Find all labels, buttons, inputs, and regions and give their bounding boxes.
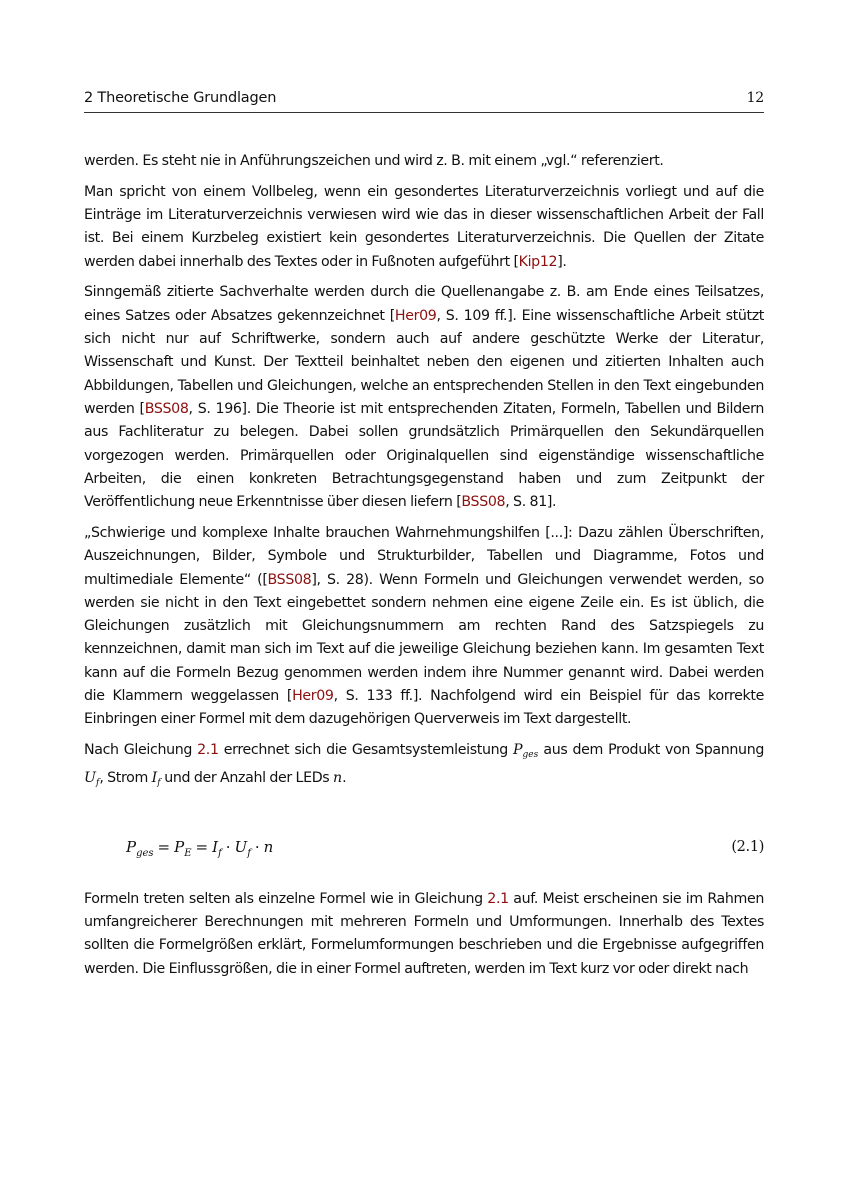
math-symbol — [84, 770, 100, 789]
math-var: U — [234, 837, 248, 856]
paragraph-text: , S. 196]. Die Theorie ist mit entsprechenden Zitaten, Formeln, Tabellen und Bildern aus Fachliteratur zu belegen. Dabei sollen grundsätzlich Primärquellen den Sekundärquellen vorgezogen werden. Primärquellen oder Originalquellen sind eigenständige wissenschaftliche Arbeiten, die einen konkreten Betrachtungsgegenstand haben und zum Zeitpunkt der Veröffentlichung neue Erkenntnisse über diesen liefern [ — [84, 400, 764, 511]
paragraph-text: aus dem Produkt von Spannung — [538, 742, 764, 759]
equation-number: (2.1) — [731, 838, 764, 855]
page-number: 12 — [746, 90, 764, 106]
math-symbol — [513, 742, 539, 761]
citation-link[interactable]: BSS08 — [267, 571, 312, 588]
citation-link[interactable]: Kip12 — [518, 253, 558, 270]
multiply-dot: · — [254, 837, 260, 856]
body-text — [84, 150, 764, 988]
paragraph-4 — [84, 522, 764, 732]
math-var: n — [263, 837, 274, 856]
paragraph-text: ]. — [557, 253, 567, 270]
equation-reference-link[interactable]: 2.1 — [197, 742, 219, 759]
equation-formula — [126, 836, 273, 865]
equals-sign: = — [195, 837, 209, 856]
citation-link[interactable]: Her09 — [292, 688, 334, 705]
math-subscript: f — [247, 847, 251, 859]
paragraph-text: , S. 133 ff.]. Nachfolgend wird ein Beispiel für das korrekte Einbringen einer Formel mit dem dazugehörigen Querverweis im Text dargestellt. — [84, 688, 764, 728]
citation-link[interactable]: BSS08 — [144, 400, 189, 417]
math-subscript: f — [95, 778, 100, 789]
paragraph-text: , S. 109 ff.]. Eine wissenschaftliche Arbeit stützt sich nicht nur auf Schriftwerke, sondern auch auf andere geschützte Werke der Literatur, Wissenschaft und Kunst. Der Textteil beinhaltet neben den eigenen und zitierten Inhalten auch Abbildungen, Tabellen und Gleichungen, welche an entsprechenden Stellen in den Text eingebunden werden [ — [84, 307, 765, 417]
citation-link[interactable]: BSS08 — [461, 494, 506, 511]
math-var: P — [126, 837, 137, 856]
running-header — [84, 88, 764, 113]
paragraph-text: Nach Gleichung — [84, 742, 198, 759]
math-subscript: ges — [522, 750, 539, 761]
paragraph-text: , Strom — [99, 770, 152, 787]
paragraph-text: , S. 81]. — [505, 494, 557, 511]
math-subscript: ges — [136, 847, 154, 859]
paragraph-6 — [84, 888, 764, 981]
math-var: P — [513, 742, 523, 759]
multiply-dot: · — [225, 837, 231, 856]
math-var: P — [174, 837, 185, 856]
paragraph-text: und der Anzahl der LEDs — [160, 770, 333, 787]
equals-sign: = — [157, 837, 171, 856]
citation-link[interactable]: Her09 — [394, 307, 437, 324]
paragraph-5 — [84, 739, 764, 796]
math-var: U — [84, 770, 96, 787]
paragraph-2 — [84, 181, 764, 274]
paragraph-1 — [84, 150, 764, 173]
math-subscript: f — [218, 847, 222, 859]
math-subscript: E — [184, 847, 192, 859]
chapter-title: 2 Theoretische Grundlagen — [84, 90, 277, 106]
display-equation — [84, 836, 764, 866]
equation-reference-link[interactable]: 2.1 — [487, 890, 509, 907]
paragraph-text: ], S. 28). Wenn Formeln und Gleichungen verwendet werden, so werden sie nicht in den Text eingebettet sondern nehmen eine eigene Zeile ein. Es ist üblich, die Gleichungen zusätzlich mit Gleichungsnummern am rechten Rand des Satzspiegels zu kennzeichnen, damit man sich im Text auf die jeweilige Gleichung beziehen kann. Im gesamten Text kann auf die Formeln Bezug genommen werden indem ihre Nummer genannt wird. Dabei werden die Klammern weggelassen [ — [84, 571, 764, 705]
paragraph-text: . — [342, 770, 347, 787]
paragraph-text: Man spricht von einem Vollbeleg, wenn ein gesondertes Literaturverzeichnis vorliegt und auf die Einträge im Literaturverzeichnis verwiesen wird wie das in dieser wissenschaftlichen Arbeit der Fall ist. Bei einem Kurzbeleg existiert kein gesondertes Literaturverzeichnis. Die Quellen der Zitate werden dabei innerhalb des Textes oder in Fußnoten aufgeführt [ — [84, 183, 764, 270]
math-subscript: f — [157, 778, 161, 789]
math-symbol: n — [332, 770, 343, 787]
math-var: I — [151, 770, 158, 787]
paragraph-3 — [84, 281, 764, 514]
math-var: I — [212, 837, 219, 856]
paragraph-text: „Schwierige und komplexe Inhalte brauchen Wahrnehmungshilfen [...]: Dazu zählen Überschriften, Auszeichnungen, Bilder, Symbole und Strukturbilder, Tabellen und Diagramme, Fotos und multimediale Elemente“ ([ — [84, 524, 764, 588]
paragraph-text: werden. Es steht nie in Anführungszeichen und wird z. B. mit einem „vgl.“ referenziert. — [84, 153, 664, 169]
paragraph-text: errechnet sich die Gesamtsystemleistung — [218, 742, 513, 759]
paragraph-text: auf. Meist erscheinen sie im Rahmen umfangreicherer Berechnungen mit mehreren Formeln und Umformungen. Innerhalb des Textes sollten die Formelgrößen erklärt, Formelumformungen beschrieben und die Ergebnisse aufgegriffen werden. Die Einflussgrößen, die in einer Formel auftreten, werden im Text kurz vor oder direkt nach — [84, 890, 765, 977]
math-symbol — [151, 770, 161, 789]
paragraph-text: Sinngemäß zitierte Sachverhalte werden durch die Quellenangabe z. B. am Ende eines Teilsatzes, eines Satzes oder Absatzes gekennzeichnet [ — [84, 284, 764, 324]
paragraph-text: Formeln treten selten als einzelne Formel wie in Gleichung — [84, 890, 488, 907]
